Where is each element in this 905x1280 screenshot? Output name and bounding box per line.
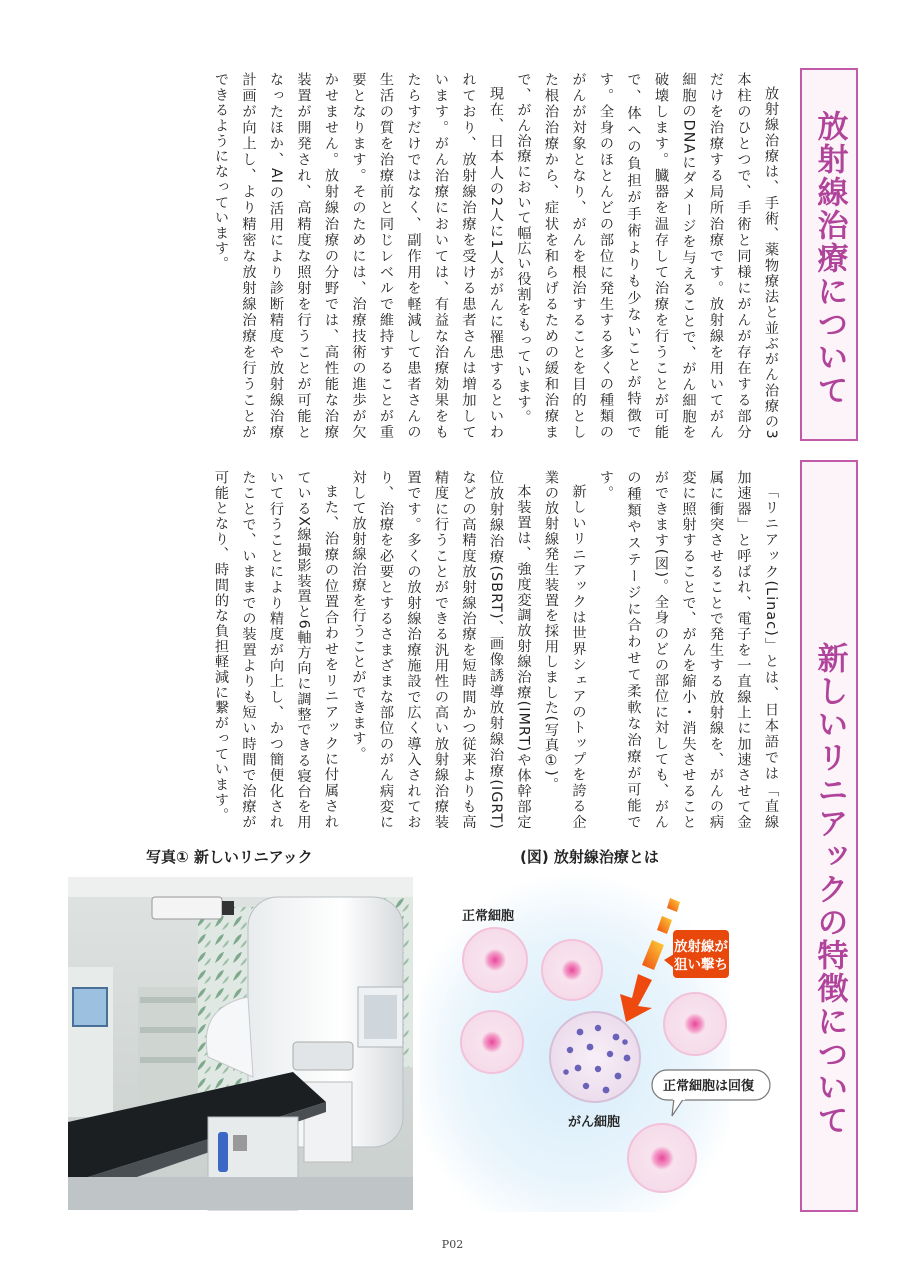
- radiation-label: [664, 930, 729, 978]
- page-number: P02: [441, 1238, 464, 1251]
- normal-cell: [542, 940, 602, 1000]
- section2-paragraph: 本装置は、強度変調放射線治療(IMRT)や体幹部定位放射線治療(SBRT)、画像誘導放射線治療(IGRT)などの高精度放射線治療を短時間かつ従来よりも高精度に行うことができる汎用性の高い放射線治療装置です。多くの放射線治療施設で広く導入されており、治療を必要とするさまざまな部位のがん病変に対して放射線治療を行うことができます。: [350, 470, 532, 830]
- section1-body: [150, 72, 784, 440]
- section2-body: [90, 470, 784, 830]
- section1-heading-box: [800, 68, 858, 441]
- section2-paragraph: また、治療の位置合わせをリニアックに付属されているX線撮影装置と6軸方向に調整できる寝台を用いて行うことにより精度が向上し、かつ簡便化されたことで、いままでの装置よりも短い時間で治療が可能となり、時間的な負担軽減に繋がっています。: [213, 470, 339, 830]
- normal-cell-label: 正常細胞: [462, 909, 515, 924]
- radiation-diagram: [420, 872, 755, 1212]
- section1-paragraph: 放射線治療は、手術、薬物療法と並ぶがん治療の3本柱のひとつで、手術と同様にがんが存在する部分だけを治療する局所治療です。放射線を用いてがん細胞のDNAにダメージを与えることで、がん細胞を破壊します。臓器を温存して治療を行うことが可能で、体への負担が手術よりも少ないことが特徴です。全身のほとんどの部位に発生する多くの種類のがんが対象となり、がんを根治することを目的とした根治治療から、症状を和らげるための緩和治療まで、がん治療において幅広い役割をもっています。: [515, 72, 779, 440]
- radiation-diagram-svg: [420, 872, 755, 1212]
- normal-cell: [461, 1011, 523, 1073]
- normal-cell: [664, 993, 726, 1055]
- section2-paragraph: 「リニアック(Linac)」とは、日本語では「直線加速器」と呼ばれ、電子を一直線上に加速させて金属に衝突させることで発生する放射線を、がんの病変に照射することで、がんを縮小・消失させることができます(図)。全身のどの部位に対しても、がんの種類やステージに合わせて柔軟な治療が可能です。: [598, 470, 779, 830]
- radiation-label-line1: 放射線が: [674, 939, 728, 955]
- recover-label-text: 正常細胞は回復: [663, 1079, 755, 1094]
- linac-photo-illustration: [68, 877, 413, 1210]
- normal-cell: [463, 928, 527, 992]
- section2-paragraph: 新しいリニアックは世界シェアのトップを誇る企業の放射線発生装置を採用しました(写真①)。: [543, 470, 587, 830]
- section1-heading: 放射線治療について: [811, 110, 848, 407]
- normal-cell: [628, 1124, 696, 1192]
- linac-photo: [68, 877, 413, 1210]
- section2-heading: 新しいリニアックの特徴について: [811, 642, 848, 1137]
- section2-heading-box: [800, 460, 858, 1212]
- cancer-cell: [550, 1012, 640, 1102]
- section1-paragraph: 現在、日本人の2人に1人ががんに罹患するといわれており、放射線治療を受ける患者さんは増加しています。がん治療においては、有益な治療効果をもたらすだけではなく、副作用を軽減して患者さんの生活の質を治療前と同じレベルで維持することが重要となります。そのためには、治療技術の進歩が欠かせません。放射線治療の分野では、高性能な治療装置が開発され、高精度な照射を行うことが可能となったほか、AIの活用により診断精度や放射線治療計画が向上し、より精密な放射線治療を行うことができるようになっています。: [213, 72, 504, 440]
- cancer-cell-label: がん細胞: [568, 1115, 621, 1130]
- radiation-label-line2: 狙い撃ち: [674, 957, 728, 973]
- photo-caption: 写真① 新しいリニアック: [146, 848, 313, 866]
- diagram-caption: (図) 放射線治療とは: [520, 848, 659, 866]
